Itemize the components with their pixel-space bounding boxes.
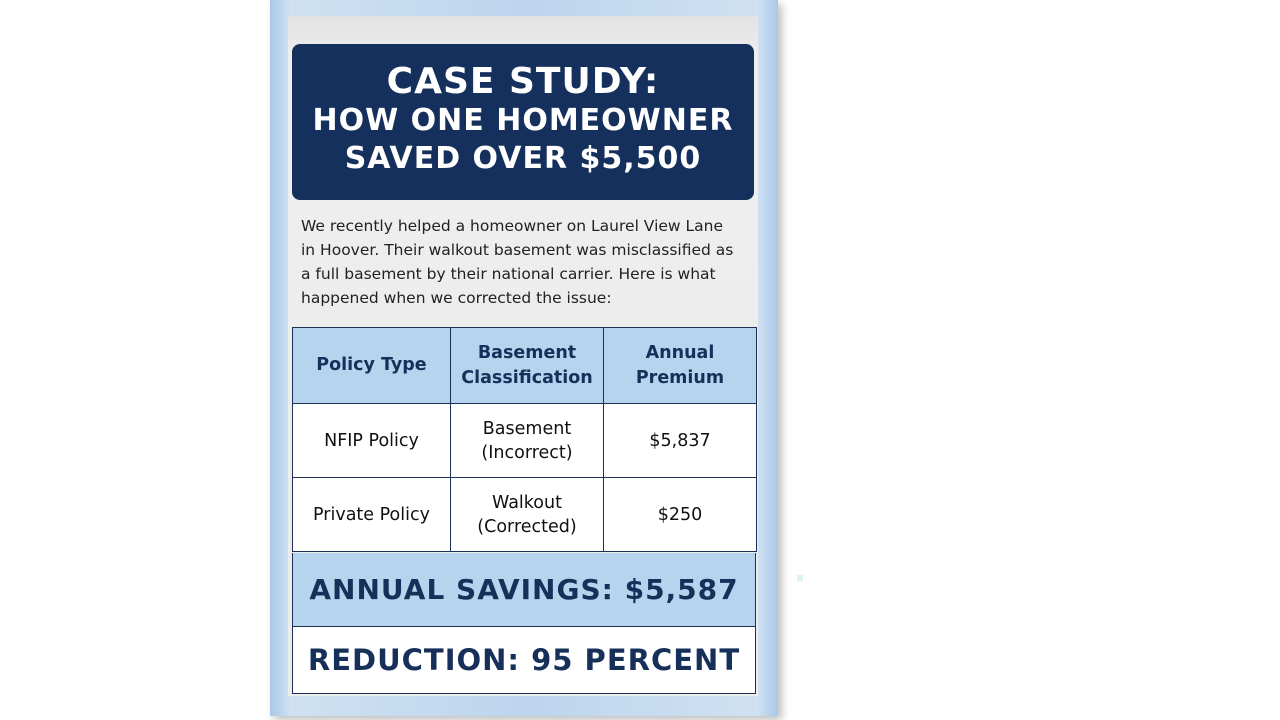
cell-classification: [451, 478, 604, 552]
header-classification-line-2: Classification: [461, 367, 593, 388]
title-banner: [292, 44, 754, 200]
table-row: [293, 478, 757, 552]
table-header-row: [293, 328, 757, 404]
header-classification-line-1: Basement: [477, 342, 577, 363]
cell-policy-type: NFIP Policy: [293, 404, 451, 478]
header-premium-line-1: Annual: [645, 342, 715, 363]
title-line-2: HOW ONE HOMEOWNER: [312, 103, 734, 138]
cell-policy-type: Private Policy: [293, 478, 451, 552]
title-line-3: SAVED OVER $5,500: [344, 141, 702, 176]
header-annual-premium: [604, 328, 757, 404]
cell-classification: [451, 404, 604, 478]
intro-paragraph: [301, 214, 751, 310]
header-policy-type-label: Policy Type: [316, 355, 427, 375]
classification-line-1: Basement: [482, 418, 572, 439]
annual-savings-banner: ANNUAL SAVINGS: $5,587: [292, 553, 756, 626]
intro-line-3: a full basement by their national carrier. Here is what: [301, 265, 716, 283]
intro-line-4: happened when we corrected the issue:: [301, 289, 612, 307]
classification-line-2: (Incorrect): [481, 442, 573, 463]
intro-line-1: We recently helped a homeowner on Laurel View Lane: [301, 217, 724, 235]
classification-line-2: (Corrected): [477, 516, 577, 537]
policy-comparison-table: [292, 327, 757, 552]
card-body: [288, 16, 758, 696]
title-line-1: CASE STUDY:: [386, 61, 660, 102]
cell-premium: $5,837: [604, 404, 757, 478]
header-premium-line-2: Premium: [635, 367, 725, 388]
header-policy-type: [293, 328, 451, 404]
case-study-card: [270, 0, 778, 716]
decorative-speck: [797, 575, 803, 581]
reduction-banner: REDUCTION: 95 PERCENT: [292, 626, 756, 694]
cell-premium: $250: [604, 478, 757, 552]
intro-line-2: in Hoover. Their walkout basement was misclassified as: [301, 241, 734, 259]
table-row: [293, 404, 757, 478]
header-basement-classification: [451, 328, 604, 404]
classification-line-1: Walkout: [492, 492, 562, 513]
